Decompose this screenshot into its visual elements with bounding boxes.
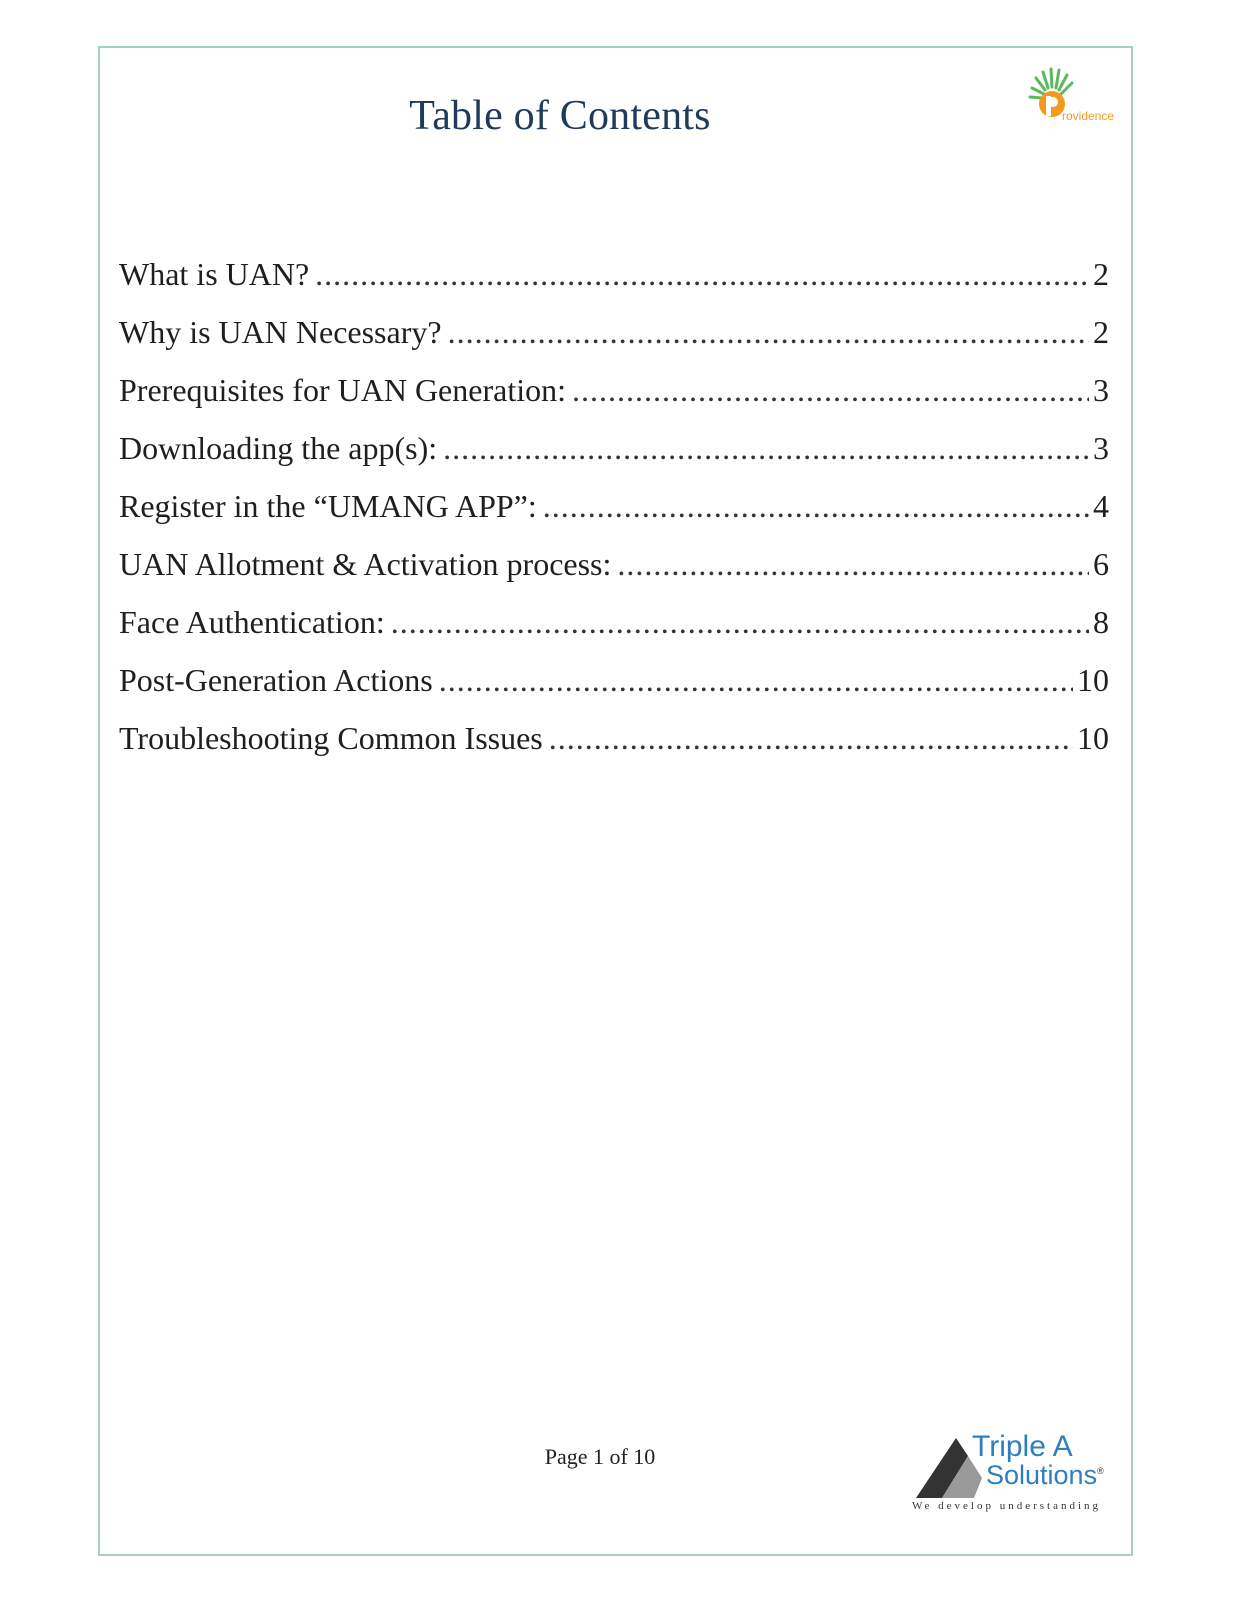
toc-entry-label: Face Authentication:: [119, 604, 385, 640]
toc-entry-face-authentication[interactable]: [119, 604, 1109, 662]
toc-entry-label: Troubleshooting Common Issues: [119, 720, 543, 756]
toc-entry-page: 2: [1093, 256, 1109, 292]
triple-a-logo: [912, 1432, 1102, 1518]
toc-entry-page: 4: [1093, 488, 1109, 524]
toc-entry-prerequisites[interactable]: [119, 372, 1109, 430]
toc-entry-label: Downloading the app(s):: [119, 430, 438, 466]
toc-leader-dots: [391, 604, 1089, 641]
toc-entry-label: Post-Generation Actions: [119, 662, 433, 698]
toc-entry-post-generation[interactable]: [119, 662, 1109, 720]
toc-entry-page: 10: [1077, 720, 1109, 756]
providence-logo-text: rovidence: [1062, 109, 1115, 123]
toc-entry-page: 2: [1093, 314, 1109, 350]
toc-entry-troubleshooting[interactable]: [119, 720, 1109, 778]
triple-a-tagline: We develop understanding: [912, 1500, 1102, 1512]
toc-entry-register-umang[interactable]: [119, 488, 1109, 546]
triple-a-line1: Triple A: [972, 1430, 1073, 1463]
toc-leader-dots: [543, 488, 1089, 525]
triple-a-wordmark: [972, 1432, 1104, 1489]
providence-logo-icon: [1022, 66, 1122, 136]
toc-entry-label: UAN Allotment & Activation process:: [119, 546, 612, 582]
page-number-footer: Page 1 of 10: [544, 1444, 656, 1469]
toc-entry-what-is-uan[interactable]: [119, 256, 1109, 314]
toc-entry-page: 10: [1077, 662, 1109, 698]
toc-entry-label: Register in the “UMANG APP”:: [119, 488, 537, 524]
toc-entry-label: Prerequisites for UAN Generation:: [119, 372, 566, 408]
toc-leader-dots: [439, 662, 1073, 699]
toc-leader-dots: [549, 720, 1073, 757]
toc-entry-page: 3: [1093, 372, 1109, 408]
toc-leader-dots: [617, 546, 1089, 583]
triple-a-line2: Solutions: [986, 1460, 1098, 1490]
registered-mark: ®: [1097, 1466, 1104, 1476]
toc-leader-dots: [315, 256, 1089, 293]
toc-entry-page: 3: [1093, 430, 1109, 466]
toc-entry-page: 8: [1093, 604, 1109, 640]
page-title: Table of Contents: [409, 93, 711, 139]
toc-entry-why-uan-necessary[interactable]: [119, 314, 1109, 372]
toc-entry-label: What is UAN?: [119, 256, 310, 292]
toc-leader-dots: [443, 430, 1089, 467]
toc-entry-label: Why is UAN Necessary?: [119, 314, 442, 350]
toc-list: [119, 256, 1109, 778]
providence-logo: [1022, 66, 1122, 136]
toc-entry-page: 6: [1093, 546, 1109, 582]
toc-leader-dots: [448, 314, 1089, 351]
toc-entry-downloading-apps[interactable]: [119, 430, 1109, 488]
toc-entry-uan-allotment[interactable]: [119, 546, 1109, 604]
toc-leader-dots: [572, 372, 1089, 409]
